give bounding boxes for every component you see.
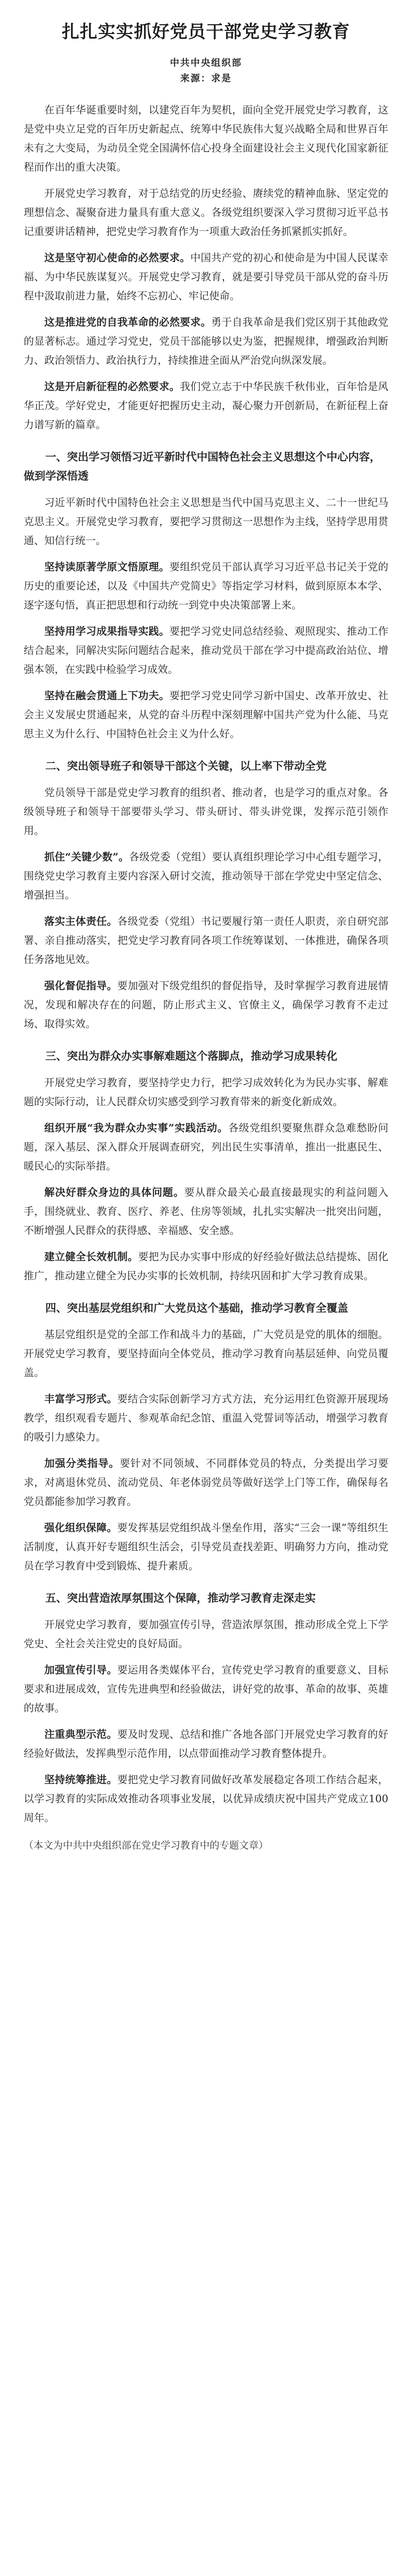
paragraph-lead-phrase: 加强宣传引导。 bbox=[44, 1664, 117, 1676]
paragraph-text: 要组织党员干部认真学习习近平总书记关于党的历史的重要论述，以及《中国共产党简史》等指定学习材料，做到原原本本学、逐字逐句悟，真正把思想和行动统一到党中央决策部署上来。 bbox=[24, 561, 388, 612]
body-paragraph bbox=[24, 848, 388, 905]
body-paragraph bbox=[24, 313, 388, 370]
paragraph-text: 勇于自我革命是我们党区别于其他政党的显著标志。通过学习党史，党员干部能够以史为鉴，把握规律，增强政治判断力、政治领悟力、政治执行力，持续推进全面从严治党向纵深发展。 bbox=[24, 316, 388, 367]
paragraph-lead-phrase: 抓住“关键少数”。 bbox=[44, 851, 129, 863]
paragraph-text: 各级党组织要聚焦群众急难愁盼问题，深入基层、深入群众开展调查研究，列出民生实事清单，推出一批惠民生、暖民心的实际举措。 bbox=[24, 1122, 388, 1173]
paragraph-lead-phrase: 这是推进党的自我革命的必然要求。 bbox=[44, 316, 211, 329]
paragraph-text: 要发挥基层党组织战斗堡垒作用，落实“三会一课”等组织生活制度，认真开好专题组织生活会，引导党员查找差距、明确努力方向，推动党员在学习教育中受到锻炼、提升素质。 bbox=[24, 1521, 389, 1572]
paragraph-text: 要及时发现、总结和推广各地各部门开展党史学习教育的好经验好做法，发挥典型示范作用，以点带面推动学习教育整体提升。 bbox=[24, 1728, 388, 1760]
closing-note: （本文为中共中央组织部在党史学习教育中的专题文章） bbox=[24, 1840, 269, 1852]
body-paragraph bbox=[24, 557, 388, 615]
paragraph-lead-phrase: 这是坚守初心使命的必然要求。 bbox=[44, 251, 191, 264]
section-heading: 五、突出营造浓厚氛围这个保障，推动学习教育走深走实 bbox=[45, 1592, 316, 1605]
paragraph-text: 要从群众最关心最直接最现实的利益问题入手，围绕就业、教育、医疗、养老、住房等领域，扎扎实实解决一批突出问题，不断增强人民群众的获得感、幸福感、安全感。 bbox=[24, 1186, 389, 1237]
paragraph-text: 要针对不同领域、不同群体党员的特点，分类提出学习要求，对离退休党员、流动党员、年老体弱党员等做好送学上门等工作，确保每名党员都能参加学习教育。 bbox=[24, 1457, 389, 1508]
body-paragraph bbox=[24, 1389, 388, 1447]
body-paragraph bbox=[24, 248, 388, 306]
body-paragraph: 基层党组织是党的全部工作和战斗力的基础，广大党员是党的肌体的细胞。开展党史学习教育，要坚持面向全体党员，推动学习教育向基层延伸、向党员覆盖。 bbox=[24, 1328, 388, 1379]
body-paragraph: 在百年华诞重要时刻，以建党百年为契机，面向全党开展党史学习教育，这是党中央立足党的百年历史新起点、统筹中华民族伟大复兴战略全局和世界百年未有之大变局，为动员全党全国满怀信心投身全面建设社会主义现代化国家新征程而作出的重大决策。 bbox=[24, 104, 388, 174]
paragraph-lead-phrase: 建立健全长效机制。 bbox=[44, 1250, 139, 1263]
article-body bbox=[24, 100, 388, 1827]
body-paragraph: 习近平新时代中国特色社会主义思想是当代中国马克思主义、二十一世纪马克思主义。开展党史学习教育，要把学习贯彻这一思想作为主线，坚持学思用贯通、知信行统一。 bbox=[24, 496, 388, 547]
paragraph-text: 要把为民办实事中形成的好经验好做法总结提炼、固化推广，推动建立健全为民办实事的长效机制，持续巩固和扩大学习教育成果。 bbox=[24, 1250, 388, 1282]
body-paragraph bbox=[24, 622, 388, 679]
paragraph-lead-phrase: 坚持读原著学原文悟原理。 bbox=[44, 561, 169, 573]
paragraph-lead-phrase: 坚持统筹推进。 bbox=[44, 1773, 117, 1786]
paragraph-lead-phrase: 加强分类指导。 bbox=[44, 1457, 120, 1470]
paragraph-text: 要把党史学习教育同做好改革发展稳定各项工作结合起来，以学习教育的实际成效推动各项事业发展，以优异成绩庆祝中国共产党成立100周年。 bbox=[24, 1773, 388, 1824]
paragraph-lead-phrase: 强化组织保障。 bbox=[44, 1521, 117, 1534]
paragraph-text: 各级党委（党组）要认真组织理论学习中心组专题学习，围绕党史学习教育主要内容深入研讨交流，推动领导干部在学党史中坚定信念、增强担当。 bbox=[24, 851, 388, 902]
body-paragraph bbox=[24, 377, 388, 434]
author-line: 中共中央组织部 bbox=[170, 57, 242, 69]
paragraph-lead-phrase: 落实主体责任。 bbox=[44, 915, 117, 928]
body-paragraph: 党员领导干部是党史学习教育的组织者、推动者，也是学习的重点对象。各级领导班子和领导干部要带头学习、带头研讨、带头讲党课，发挥示范引领作用。 bbox=[24, 786, 388, 837]
paragraph-text: 要结合实际创新学习方式方法，充分运用红色资源开展现场教学，组织观看专题片、参观革命纪念馆、重温入党誓词等活动，增强学习教育的吸引力感染力。 bbox=[24, 1393, 388, 1444]
paragraph-lead-phrase: 这是开启新征程的必然要求。 bbox=[44, 380, 180, 393]
body-paragraph: 开展党史学习教育，要坚持学史力行，把学习成效转化为为民办实事、解难题的实际行动，让人民群众切实感受到学习教育带来的新变化新成效。 bbox=[24, 1076, 388, 1108]
paragraph-text: 要把学习党史同总结经验、观照现实、推动工作结合起来，同解决实际问题结合起来，推动党员干部在学习中提高政治站位、增强本领，在实践中检验学习成效。 bbox=[24, 625, 388, 676]
section-heading: 三、突出为群众办实事解难题这个落脚点，推动学习成果转化 bbox=[45, 1050, 337, 1063]
paragraph-text: 要把学习党史同学习新中国史、改革开放史、社会主义发展史贯通起来，从党的奋斗历程中深刻理解中国共产党为什么能、马克思主义为什么行、中国特色社会主义为什么好。 bbox=[24, 689, 388, 740]
paragraph-text: 要运用各类媒体平台，宣传党史学习教育的重要意义、目标要求和进展成效，宣传先进典型和经验做法，讲好党的故事、革命的故事、英雄的故事。 bbox=[24, 1664, 388, 1715]
body-paragraph bbox=[24, 912, 388, 969]
body-paragraph bbox=[24, 1247, 388, 1285]
body-paragraph: 开展党史学习教育，要加强宣传引导，营造浓厚氛围，推动形成全党上下学党史、全社会关注党史的良好局面。 bbox=[24, 1618, 388, 1650]
paragraph-text: 要加强对下级党组织的督促指导，及时掌握学习教育进展情况，发现和解决存在的问题，防止形式主义、官僚主义，确保学习教育不走过场、取得实效。 bbox=[24, 979, 388, 1030]
article-title: 扎扎实实抓好党员干部党史学习教育 bbox=[62, 22, 350, 42]
section-heading: 一、突出学习领悟习近平新时代中国特色社会主义思想这个中心内容，做到学深悟透 bbox=[24, 451, 381, 483]
body-paragraph bbox=[24, 686, 388, 743]
paragraph-text: 我们党立志于中华民族千秋伟业，百年恰是风华正茂。学好党史，才能更好把握历史主动，凝心聚力开创新局，在新征程上奋力谱写新的篇章。 bbox=[24, 380, 388, 431]
body-paragraph bbox=[24, 1725, 388, 1763]
article-byline bbox=[24, 56, 388, 87]
paragraph-lead-phrase: 注重典型示范。 bbox=[44, 1728, 117, 1741]
paragraph-lead-phrase: 组织开展“我为群众办实事”实践活动。 bbox=[44, 1122, 229, 1134]
body-paragraph bbox=[24, 1660, 388, 1718]
body-paragraph bbox=[24, 1118, 388, 1176]
body-paragraph bbox=[24, 976, 388, 1033]
section-heading: 二、突出领导班子和领导干部这个关键，以上率下带动全党 bbox=[45, 760, 327, 773]
source-line: 来源：求是 bbox=[180, 73, 232, 84]
body-paragraph bbox=[24, 1518, 388, 1575]
body-paragraph bbox=[24, 1770, 388, 1827]
body-paragraph bbox=[24, 1183, 388, 1240]
paragraph-lead-phrase: 坚持在融会贯通上下功夫。 bbox=[44, 689, 169, 702]
section-heading: 四、突出基层党组织和广大党员这个基础，推动学习教育全覆盖 bbox=[45, 1302, 348, 1315]
paragraph-lead-phrase: 强化督促指导。 bbox=[44, 979, 117, 992]
paragraph-lead-phrase: 解决好群众身边的具体问题。 bbox=[44, 1186, 184, 1199]
body-paragraph: 开展党史学习教育，对于总结党的历史经验、赓续党的精神血脉、坚定党的理想信念、凝聚奋进力量具有重大意义。各级党组织要深入学习贯彻习近平总书记重要讲话精神，把党史学习教育作为一项重大政治任务抓紧抓实抓好。 bbox=[24, 187, 388, 238]
paragraph-lead-phrase: 丰富学习形式。 bbox=[44, 1393, 117, 1405]
paragraph-text: 中国共产党的初心和使命是为中国人民谋幸福、为中华民族谋复兴。开展党史学习教育，就是要引导党员干部从党的奋斗历程中汲取前进力量，始终不忘初心、牢记使命。 bbox=[24, 251, 388, 302]
body-paragraph bbox=[24, 1454, 388, 1511]
paragraph-text: 各级党委（党组）书记要履行第一责任人职责，亲自研究部署、亲自推动落实，把党史学习教育同各项工作统筹谋划、一体推进，确保各项任务落地见效。 bbox=[24, 915, 388, 966]
paragraph-lead-phrase: 坚持用学习成果指导实践。 bbox=[44, 625, 169, 638]
